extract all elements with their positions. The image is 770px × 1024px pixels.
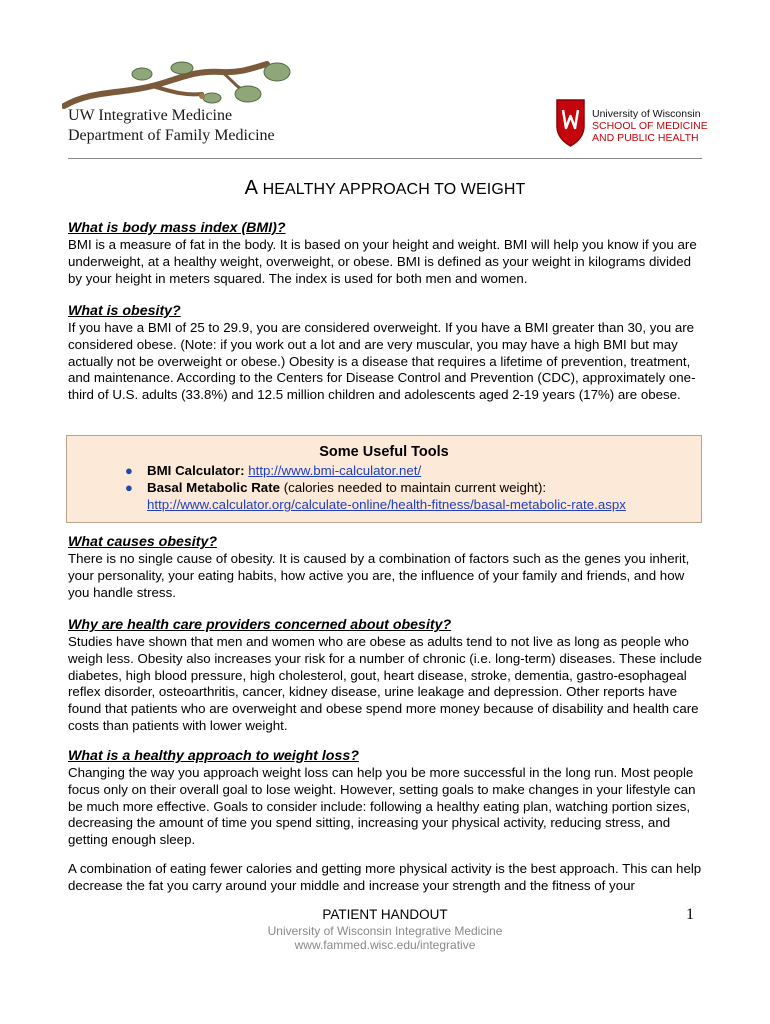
section-causes: [68, 534, 704, 601]
useful-tools-box: [66, 435, 702, 523]
section-obesity: [68, 303, 704, 404]
section-approach: [68, 748, 704, 895]
section-concern: [68, 617, 704, 735]
body-bmi: BMI is a measure of fat in the body. It is based on your height and weight. BMI will help you know if you are underweight, at a healthy weight, overweight, or obese. BMI is defined as your weight in kilograms divided by your height in meters squared. The index is used for both men and women.: [68, 237, 697, 286]
page-number: 1: [686, 906, 694, 923]
body-concern: Studies have shown that men and women who are obese as adults tend to not live as long as people who weigh less. Obesity also increases your risk for a number of chronic (i.e. long-term) diseases. These include diabetes, high blood pressure, high cholesterol, gout, heart disease, stroke, dementia, gastro-esophageal reflex disorder, osteoarthritis, cancer, kidney disease, urine leakage and depression. Other reports have found that patients who are overweight and obese spend more money because of disability and health care costs than patients with lower weight.: [68, 634, 702, 733]
tools-title: Some Useful Tools: [319, 444, 449, 460]
footer-url: www.fammed.wisc.edu/integrative: [294, 938, 476, 952]
document-title: A HEALTHY APPROACH TO WEIGHT: [244, 177, 526, 199]
footer-org: University of Wisconsin Integrative Medicine: [267, 924, 503, 938]
heading-bmi: What is body mass index (BMI)?: [68, 220, 286, 236]
bullet-icon: ●: [125, 480, 133, 495]
school-name-1: SCHOOL OF MEDICINE: [592, 120, 708, 132]
bmr-link-row: [125, 496, 626, 513]
heading-approach: What is a healthy approach to weight loss?: [68, 748, 359, 764]
uw-integrative-medicine-logo: [62, 60, 302, 150]
heading-obesity: What is obesity?: [68, 303, 181, 319]
logo-line-2: Department of Family Medicine: [68, 127, 275, 144]
body-approach-2: A combination of eating fewer calories and getting more physical activity is the best approach. This can help decrease the fat you carry around your middle and increase your strength and the fitness of your: [68, 860, 702, 893]
bmi-calculator-link[interactable]: http://www.bmi-calculator.net/: [248, 463, 422, 478]
uw-school-of-medicine-logo: [554, 96, 708, 151]
tool-basal-metabolic-rate: ● Basal Metabolic Rate (calories needed to maintain current weight):: [125, 480, 547, 495]
body-causes: There is no single cause of obesity. It is caused by a combination of factors such as the genes you inherit, your personality, your eating habits, how active you are, the influence of your family and friends, and how you handle stress.: [68, 551, 690, 600]
school-name-2: AND PUBLIC HEALTH: [592, 132, 699, 144]
uw-crest-icon: [554, 96, 587, 148]
tool-bmi-calculator: ● BMI Calculator: http://www.bmi-calculator.net/: [125, 463, 422, 478]
logo-line-1: UW Integrative Medicine: [68, 107, 233, 124]
tools-list: [125, 462, 626, 513]
bmr-calculator-link[interactable]: http://www.calculator.org/calculate-online/health-fitness/basal-metabolic-rate.aspx: [147, 497, 626, 512]
uw-name: University of Wisconsin: [592, 108, 701, 120]
footer-label: PATIENT HANDOUT: [322, 907, 448, 922]
body-approach-1: Changing the way you approach weight loss can help you be more successful in the long run. Most people focus only on their overall goal to lose weight. However, setting goals to make changes in your lifestyle can be much more effective. Goals to consider include: following a healthy eating plan, watching portion sizes, decreasing the amount of time you spend sitting, increasing your physical activity, reducing stress, and getting enough sleep.: [68, 765, 696, 848]
bullet-icon: ●: [125, 463, 133, 478]
heading-concern: Why are health care providers concerned about obesity?: [68, 617, 452, 633]
section-bmi: [68, 220, 704, 287]
header-divider: [68, 158, 702, 159]
body-obesity: If you have a BMI of 25 to 29.9, you are considered overweight. If you have a BMI greater than 30, you are considered obese. (Note: if you work out a lot and are very muscular, you may have a high BMI but may actually not be overweight or obese.) Obesity is a disease that requires a lifetime of prevention, treatment, and maintenance. According to the Centers for Disease Control and Prevention (CDC), approximately one-third of U.S. adults (33.8%) and 12.5 million children and adolescents aged 2-19 years (17%) are obese.: [68, 320, 696, 403]
oak-branch-icon: [62, 60, 302, 110]
heading-causes: What causes obesity?: [68, 534, 218, 550]
